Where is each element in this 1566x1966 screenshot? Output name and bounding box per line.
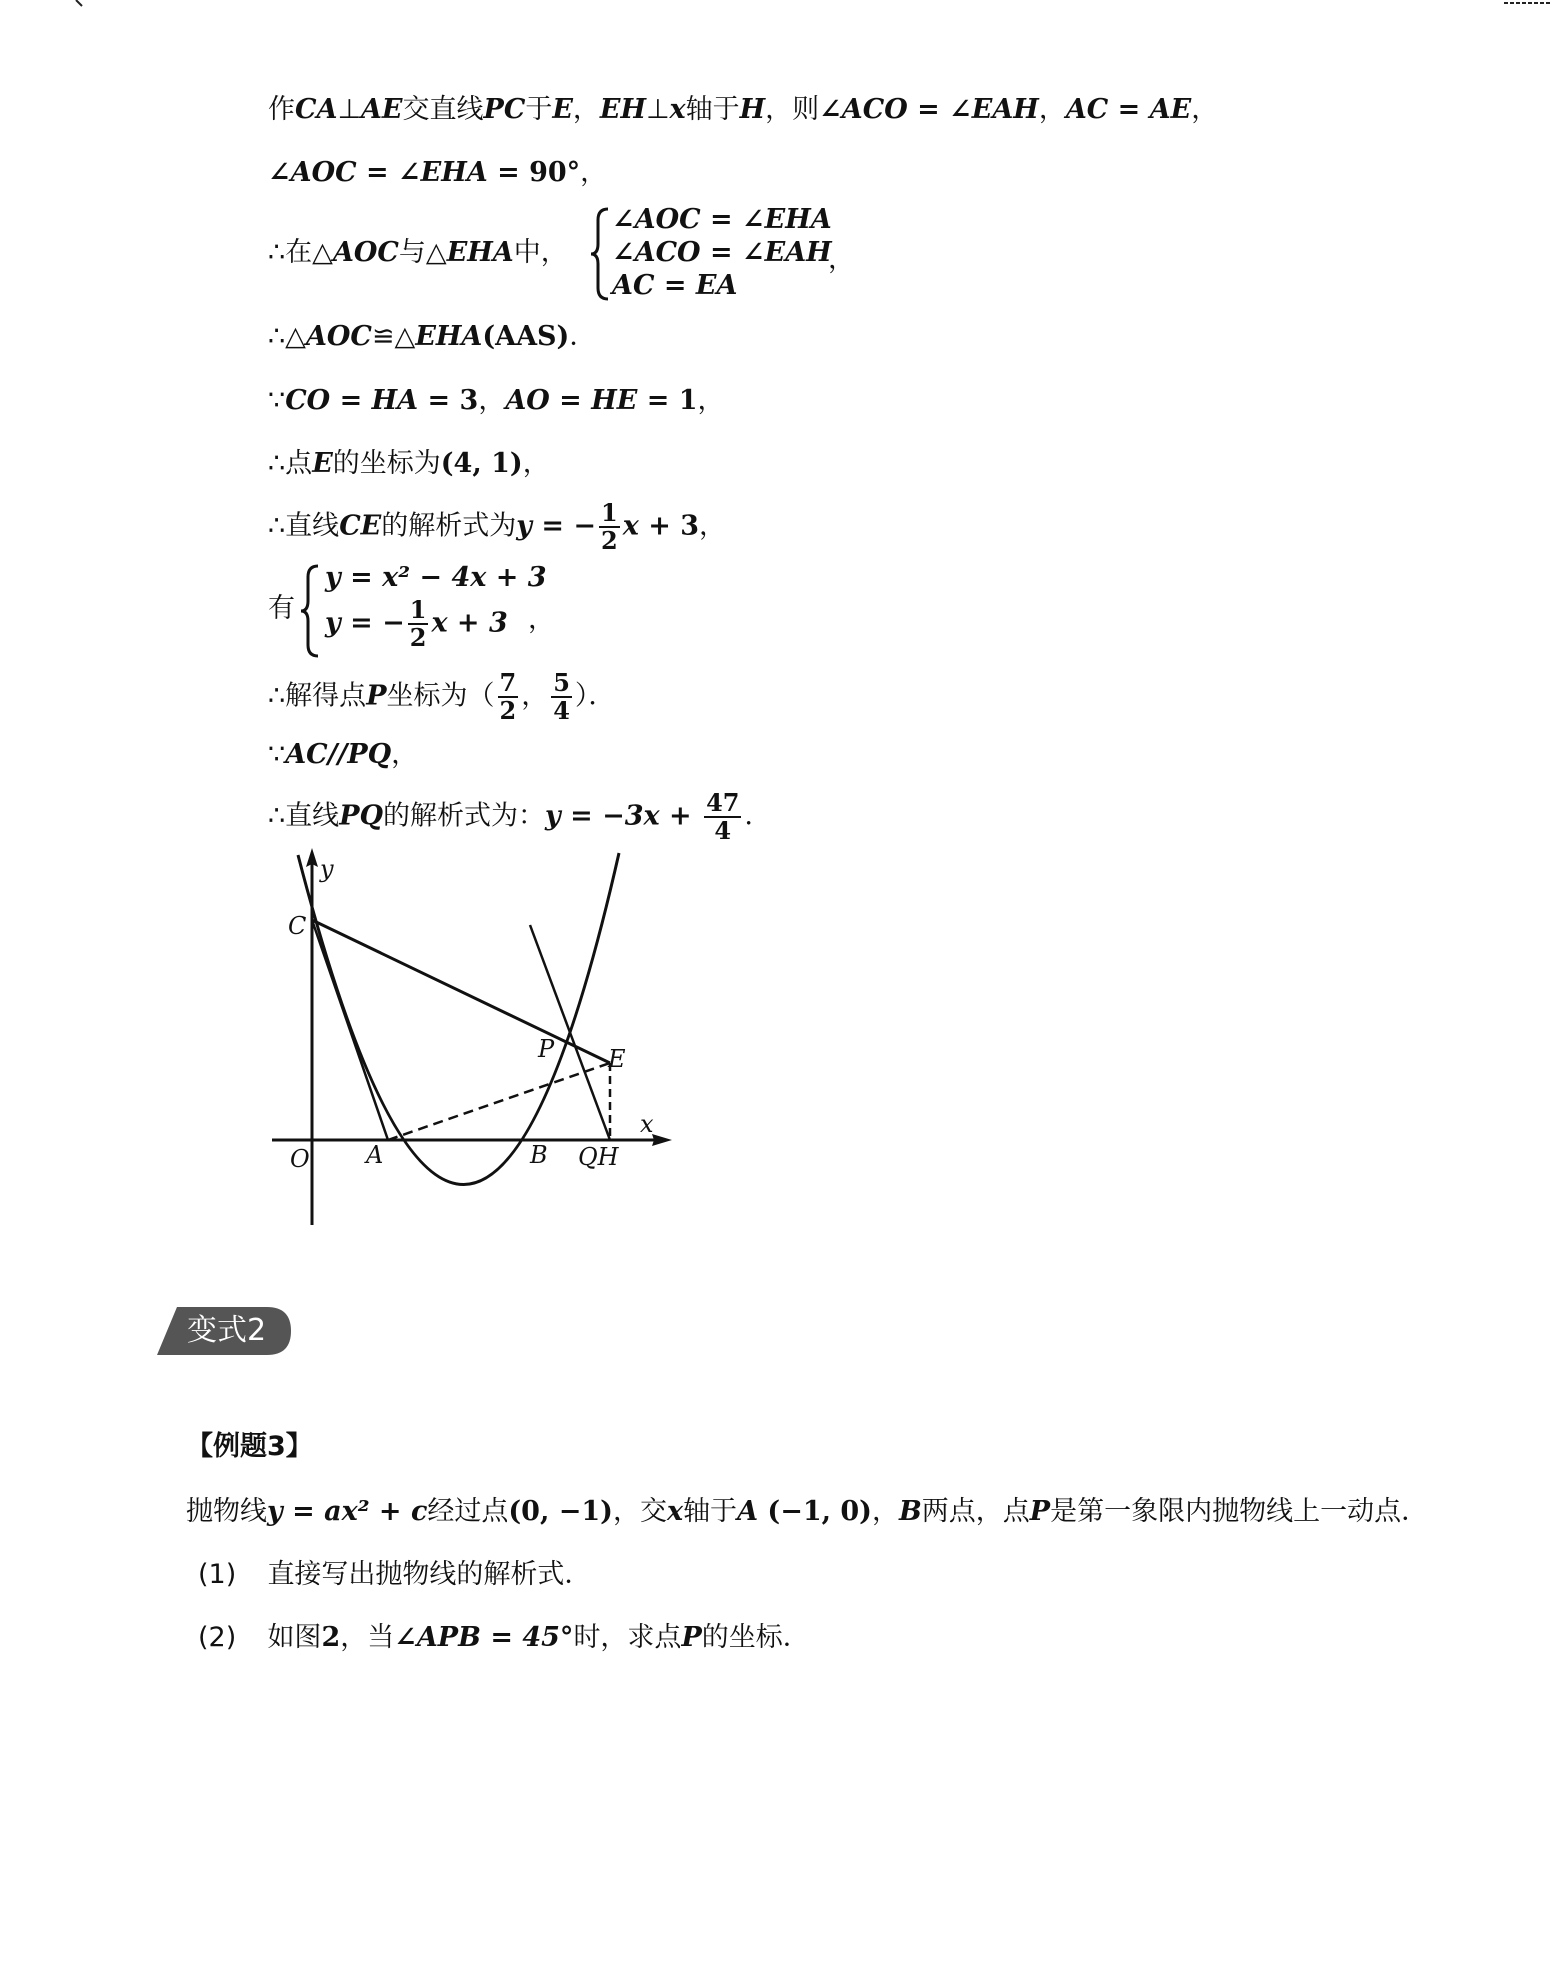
- solution-line-4: ∴△AOC≌△EHA(AAS)．: [268, 321, 597, 352]
- label-o: O: [290, 1145, 310, 1173]
- example-stem: 抛物线y = ax² + c经过点(0, −1)，交x轴于A (−1, 0)，B两点，点P是第一象限内抛物线上一动点．: [186, 1496, 1429, 1527]
- corner-mark-left: [30, 0, 100, 8]
- solution-line-5: ∵CO = HA = 3，AO = HE = 1，: [268, 385, 725, 416]
- line-pq: [530, 925, 610, 1140]
- variant-badge-label: 变式2: [187, 1313, 267, 1348]
- solution-line-3: ∴在△AOC与△EHA中，: [268, 237, 568, 268]
- left-brace-1: [588, 206, 614, 302]
- fraction: $\frac{7}{2}$: [499, 668, 517, 725]
- question-1-number: (1): [198, 1559, 237, 1590]
- system2-eq-2: y = − $\frac{1}{2}$ x + 3: [325, 595, 508, 652]
- system-eq-3: AC = EA: [612, 270, 738, 301]
- solution-line-8-prefix: 有: [268, 593, 295, 624]
- solution-line-11: ∴直线PQ的解析式为：y = −3x + $\frac{47}{4}$ ．: [268, 788, 772, 845]
- system-eq-2: ∠ACO = ∠EAH: [612, 237, 832, 268]
- segment-ae-dashed: [388, 1063, 610, 1140]
- system2-eq-1: y = x² − 4x + 3: [325, 562, 547, 593]
- label-x: x: [640, 1110, 654, 1138]
- fraction: $\frac{1}{2}$: [409, 595, 427, 652]
- solution-line-6: ∴点E的坐标为(4, 1)，: [268, 448, 550, 479]
- question-2: (2) 如图2，当∠APB = 45°时，求点P的坐标．: [198, 1622, 810, 1653]
- question-1: [198, 1558, 591, 1592]
- label-e: E: [608, 1045, 626, 1073]
- question-1-text: 直接写出抛物线的解析式．: [267, 1559, 592, 1590]
- corner-mark-right: [1500, 0, 1560, 8]
- system2-comma: ，: [528, 604, 555, 635]
- fraction: $\frac{1}{2}$: [601, 498, 618, 555]
- label-c: C: [288, 912, 307, 940]
- x-axis-arrow: [652, 1134, 672, 1146]
- label-p: P: [538, 1035, 555, 1063]
- left-brace-2: [298, 563, 324, 659]
- question-2-number: (2): [198, 1622, 237, 1653]
- geometry-figure: [262, 845, 682, 1230]
- system-eq-1: ∠AOC = ∠EHA: [612, 204, 832, 235]
- segment-ca: [312, 920, 388, 1140]
- solution-line-10: ∵AC//PQ，: [268, 739, 419, 770]
- solution-line-9: ∴解得点P坐标为（ $\frac{7}{2}$ ， $\frac{5}{4}$ ）．: [268, 668, 616, 725]
- solution-line-7: ∴直线CE的解析式为y = − $\frac{1}{2}$ x + 3，: [268, 498, 727, 555]
- label-y: y: [320, 855, 334, 883]
- fraction: $\frac{47}{4}$: [706, 788, 740, 845]
- label-b: B: [530, 1141, 548, 1169]
- fraction: $\frac{5}{4}$: [553, 668, 570, 725]
- solution-line-1: 作CA⊥AE交直线PC于E，EH⊥x轴于H，则∠ACO = ∠EAH，AC = AE，: [268, 94, 1219, 125]
- system-comma: ，: [828, 244, 855, 275]
- label-qh: QH: [578, 1143, 619, 1171]
- solution-line-2: ∠AOC = ∠EHA = 90°，: [268, 157, 608, 188]
- label-a: A: [366, 1141, 384, 1169]
- example-heading: 【例题3】: [186, 1431, 313, 1462]
